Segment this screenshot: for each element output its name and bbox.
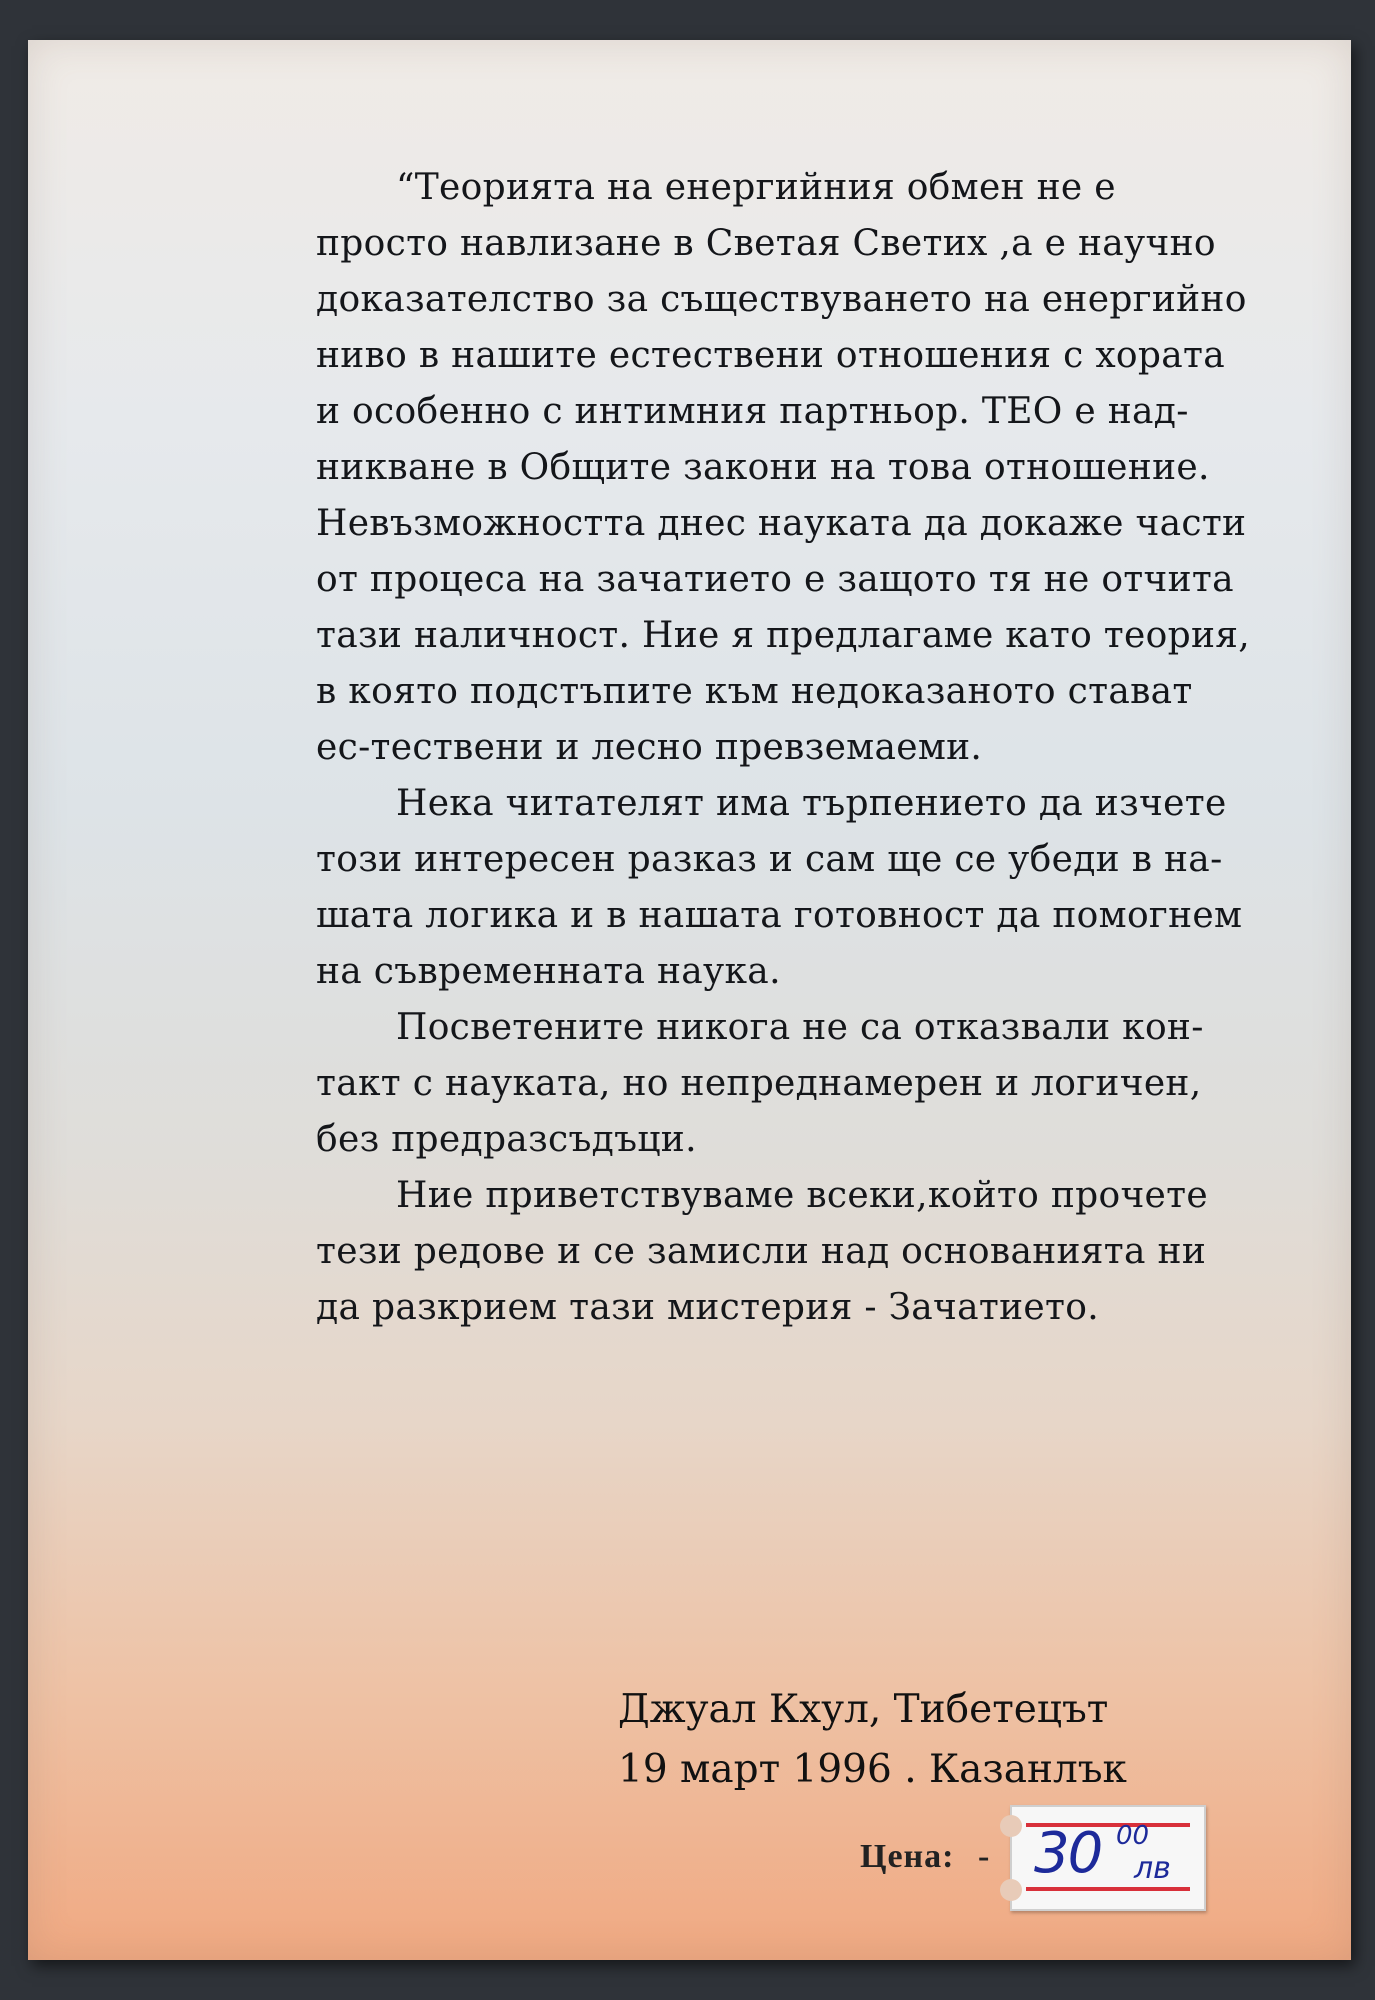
price-value: 30: [1034, 1821, 1102, 1886]
blurb-paragraph-4: Ние приветствуваме всеки,който прочете тези редове и се замисли над основанията ни да разкрием тази мистерия - Зачатието.: [316, 1175, 1208, 1328]
sticker-red-line-bottom: [1026, 1887, 1190, 1891]
blurb-text: [316, 160, 1256, 1336]
signature-author: Джуал Кхул, Тибетецът: [618, 1687, 1109, 1732]
price-label: Цена:: [860, 1838, 955, 1875]
blurb-paragraph-2: Нека читателят има търпението да изчете този интересен разказ и сам ще се убеди в на-шата логика и в нашата готовност да помогнем на съвременната наука.: [316, 783, 1243, 992]
signature-block: [618, 1680, 1127, 1800]
signature-date-place: 19 март 1996 . Казанлък: [618, 1747, 1127, 1792]
price-dash: -: [977, 1838, 991, 1875]
price-decimals: 00: [1116, 1821, 1150, 1851]
price-label-row: [860, 1838, 990, 1876]
price-currency: лв: [1134, 1851, 1171, 1886]
book-back-cover: [28, 40, 1351, 1960]
blurb-paragraph-3: Посветените никога не са отказвали кон-такт с науката, но непреднамерен и логичен, без предразсъдъци.: [316, 1007, 1204, 1160]
price-sticker: [1010, 1805, 1206, 1911]
blurb-paragraph-1: “Теорията на енергийния обмен не е просто навлизане в Светая Светих ,а е научно доказателство за съществуването на енергийно ниво в нашите естествени отношения с хората и особенно с интимния партньор. ТЕО е над-никване в Общите закони на това отношение. Невъзможността днес науката да докаже части от процеса на зачатието е защото тя не отчита тази наличност. Ние я предлагаме като теория, в която подстъпите към недоказаното стават ес-тествени и лесно превземаеми.: [316, 167, 1250, 768]
